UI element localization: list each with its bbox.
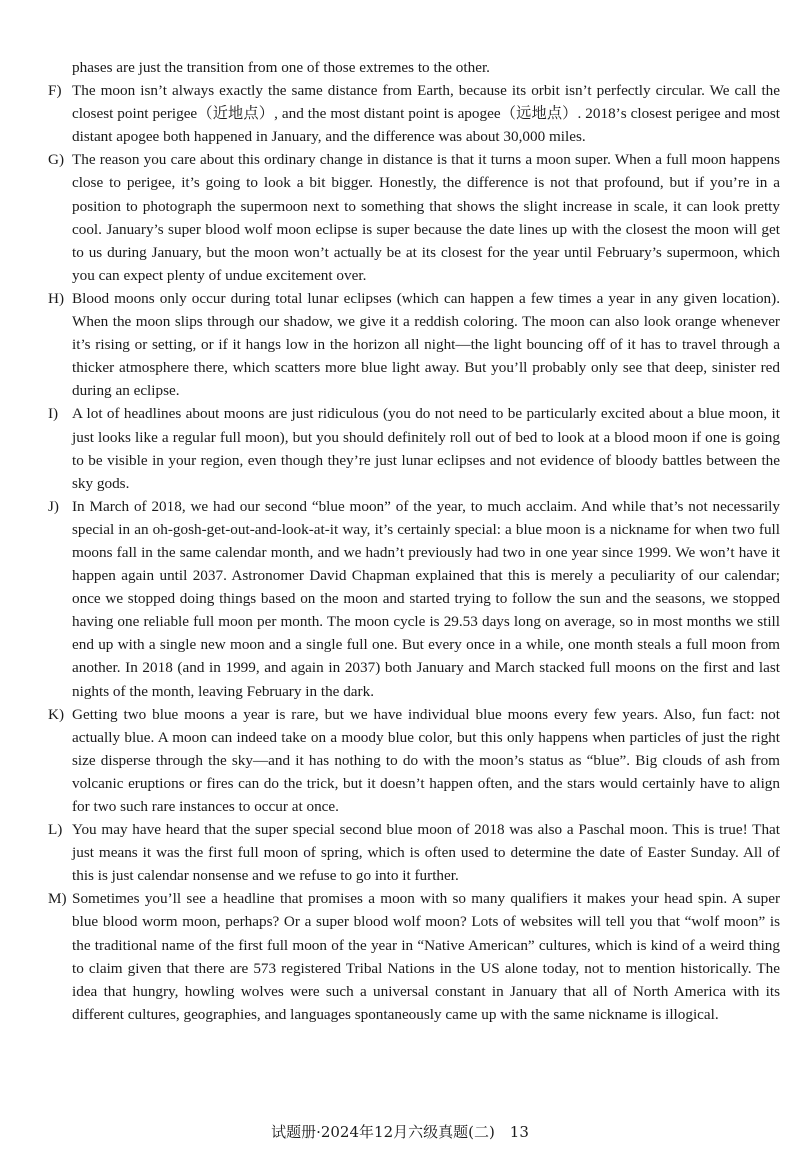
paragraph-text: You may have heard that the super special second blue moon of 2018 was also a Paschal moon. This is true! That just means it was the first full moon of spring, which is often used to determine the date of Easter Sunday. All of this is just calendar nonsense and we refuse to go into it further. [72,821,780,885]
paragraph-g [48,148,780,287]
paragraph-m [48,887,780,1026]
paragraph-h [48,287,780,402]
paragraph-text: The moon isn’t always exactly the same distance from Earth, because its orbit isn’t perfectly circular. We call the closest point perigee（近地点）, and the most distant point is apogee（远地点）. 2018’s closest perigee and most distant apogee both happened in January, and the difference was about 30,000 miles. [72,82,780,146]
paragraph-text: Sometimes you’ll see a headline that promises a moon with so many qualifiers it makes your head spin. A super blue blood worm moon, perhaps? Or a super blood wolf moon? Lots of websites will tell you that “wolf moon” is the traditional name of the first full moon of the year in “Native American” cultures, which is kind of a weird thing to claim given that there are 573 registered Tribal Nations in the US alone today, not to mention historically. The idea that hungry, howling wolves were such a universal constant in January that all of North America with its different cultures, geographies, and languages spontaneously came up with the same nickname is illogical. [72,890,780,1023]
paragraph-f [48,79,780,148]
paragraph-letter: J) [48,497,59,515]
article-body [48,56,780,1026]
paragraph-j [48,495,780,703]
paragraph-letter: M) [48,890,67,908]
paragraph-letter: K) [48,705,65,723]
paragraph-i [48,402,780,494]
paragraph-l [48,818,780,887]
paragraph-k [48,703,780,818]
lead-text: phases are just the transition from one of those extremes to the other. [72,59,490,76]
paragraph-letter: G) [48,151,65,169]
paragraph-text: In March of 2018, we had our second “blue moon” of the year, to much acclaim. And while that’s not necessarily special in an oh-gosh-get-out-and-look-at-it way, it’s certainly special: a blue moon is a nickname for when two full moons fall in the same calendar month, and we hadn’t previously had two in one year since 1999. We won’t have it happen again until 2037. Astronomer David Chapman explained that this is merely a peculiarity of our calendar; once we stopped doing things based on the moon and started trying to follow the sun and the seasons, we stopped having one reliable full moon per month. The moon cycle is 29.53 days long on average, so in most months we still end up with a single new moon and a single full one. But every once in a while, one month steals a full moon from another. In 2018 (and in 1999, and again in 2037) both January and March stacked full moons on the first and last nights of the month, leaving February in the dark. [72,497,780,700]
paragraph-letter: I) [48,405,59,423]
paragraph-text: Blood moons only occur during total lunar eclipses (which can happen a few times a year in any given location). When the moon slips through our shadow, we give it a reddish coloring. The moon can also look orange whenever it’s rising or setting, or if it hangs low in the horizon all night—the light bouncing off of it has to travel through a thicker atmosphere there, which scatters more blue light away. But you’ll probably only see that deep, sinister red during an eclipse. [72,289,780,400]
paragraph-text: The reason you care about this ordinary change in distance is that it turns a moon super. When a full moon happens close to perigee, it’s going to look a bit bigger. Honestly, the difference is not that profound, but if you’re in a position to photograph the supermoon next to something that shows the slight increase in scale, it can look pretty cool. January’s super blood wolf moon eclipse is super because the date lines up with the closest the moon will get to us during January, but the moon won’t actually be at its closest for the year until February’s supermoon, which you can expect plenty of undue excitement over. [72,151,780,284]
page-footer: 试题册·2024年12月六级真题(二) 13 [271,1123,529,1141]
paragraph-text: A lot of headlines about moons are just ridiculous (you do not need to be particularly excited about a blue moon, it just looks like a regular full moon), but you should definitely roll out of bed to look at a blood moon if one is going to be visible in your region, even though they’re just lunar eclipses and not evidence of bloody battles between the sky gods. [72,405,780,492]
paragraph-letter: L) [48,821,63,839]
paragraph-letter: H) [48,289,65,307]
paragraph-letter: F) [48,82,62,100]
paragraph-text: Getting two blue moons a year is rare, but we have individual blue moons every few years. Also, fun fact: not actually blue. A moon can indeed take on a moody blue color, but this only happens when particles of just the right size disperse through the sky—and it has nothing to do with the moon’s status as “blue”. Big clouds of ash from volcanic eruptions or fires can do the trick, but it doesn’t happen often, and the stars would certainly have to align for two such rare instances to occur at once. [72,705,780,815]
